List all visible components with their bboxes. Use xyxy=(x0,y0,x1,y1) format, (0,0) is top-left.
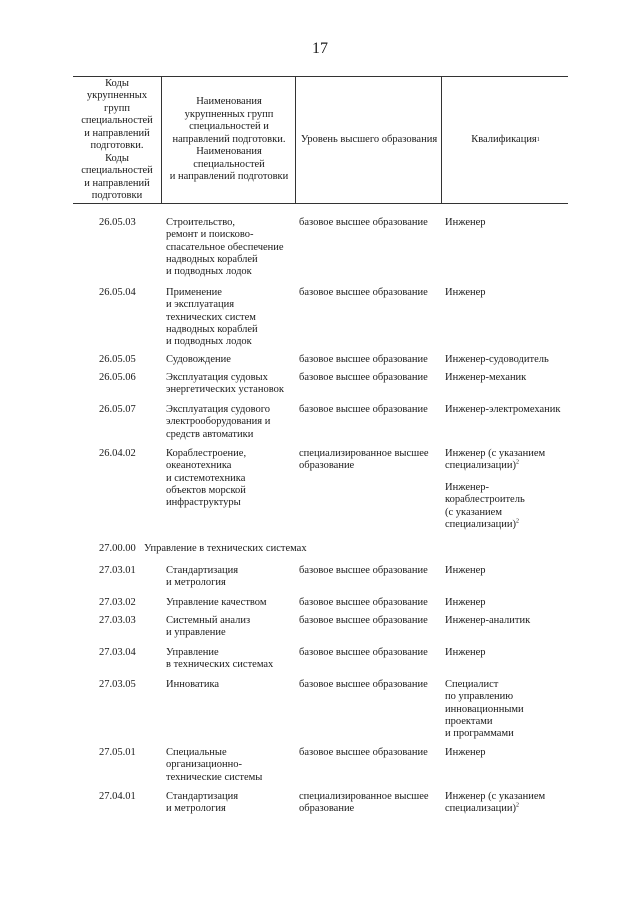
row-code: 27.04.01 xyxy=(99,791,136,802)
row-qualification: Инженер xyxy=(445,647,486,658)
table-row xyxy=(73,791,568,821)
page-number: 17 xyxy=(312,40,328,57)
header-qualification-label: Квалификация xyxy=(471,133,537,145)
row-code: 27.05.01 xyxy=(99,747,136,758)
table-row xyxy=(73,747,568,791)
row-qualification-alt-text: Инженер- кораблестроитель (с указанием специализации) xyxy=(445,482,525,530)
row-level: базовое высшее образование xyxy=(299,747,428,758)
qualification-table xyxy=(73,76,568,821)
row-name: Эксплуатация судового электрооборудования и средств автоматики xyxy=(166,404,271,440)
row-qualification: Инженер xyxy=(445,747,486,758)
row-name: Применение и эксплуатация технических систем надводных кораблей и подводных лодок xyxy=(166,287,258,348)
table-row xyxy=(73,597,568,615)
group-name: Управление в технических системах xyxy=(144,543,307,554)
table-row xyxy=(73,287,568,354)
row-code: 27.03.05 xyxy=(99,679,136,690)
row-qualification-alt xyxy=(445,482,568,531)
row-code: 27.03.01 xyxy=(99,565,136,576)
row-level: базовое высшее образование xyxy=(299,615,428,626)
row-qualification: Инженер xyxy=(445,287,486,298)
row-name: Эксплуатация судовых энергетических установок xyxy=(166,372,284,396)
row-name: Системный анализ и управление xyxy=(166,615,251,639)
row-name: Стандартизация и метрология xyxy=(166,791,239,815)
row-name: Судовождение xyxy=(166,354,231,365)
row-level: базовое высшее образование xyxy=(299,679,428,690)
row-level: специализированное высшее образование xyxy=(299,448,429,472)
row-code: 26.05.03 xyxy=(99,217,136,228)
table-header xyxy=(73,76,568,204)
row-level: специализированное высшее образование xyxy=(299,791,429,815)
row-name: Специальные организационно- технические системы xyxy=(166,747,263,783)
table-row xyxy=(73,354,568,372)
row-code: 27.03.04 xyxy=(99,647,136,658)
row-qualification: Инженер-механик xyxy=(445,372,527,383)
row-name: Инноватика xyxy=(166,679,220,690)
row-qualification: Инженер-электромеханик xyxy=(445,404,561,415)
table-row xyxy=(73,448,568,543)
row-qualification xyxy=(445,448,568,473)
group-code: 27.00.00 xyxy=(99,543,136,554)
table-row xyxy=(73,217,568,287)
row-qualification-text: Инженер (с указанием специализации) xyxy=(445,448,546,472)
table-row xyxy=(73,679,568,747)
row-code: 26.04.02 xyxy=(99,448,136,459)
table-row xyxy=(73,565,568,597)
group-row xyxy=(73,543,568,565)
row-qualification: Инженер xyxy=(445,565,486,576)
row-name: Кораблестроение, океанотехника и системотехника объектов морской инфраструктуры xyxy=(166,448,247,509)
row-name: Строительство, ремонт и поисково- спасательное обеспечение надводных кораблей и подводных лодок xyxy=(166,217,284,278)
table-row xyxy=(73,615,568,647)
row-code: 27.03.03 xyxy=(99,615,136,626)
row-name: Управление в технических системах xyxy=(166,647,274,671)
footnote-mark: 2 xyxy=(515,459,519,466)
row-level: базовое высшее образование xyxy=(299,287,428,298)
header-names: Наименования укрупненных групп специальностей и направлений подготовки. Наименования специальностей и направлений подготовки xyxy=(161,77,296,203)
row-level: базовое высшее образование xyxy=(299,565,428,576)
row-name: Управление качеством xyxy=(166,597,267,608)
row-level: базовое высшее образование xyxy=(299,404,428,415)
footnote-mark: 2 xyxy=(515,518,519,525)
row-qualification: Инженер-аналитик xyxy=(445,615,531,626)
row-level: базовое высшее образование xyxy=(299,372,428,383)
row-name: Стандартизация и метрология xyxy=(166,565,239,589)
row-qualification-text: Инженер (с указанием специализации) xyxy=(445,791,546,815)
row-code: 26.05.07 xyxy=(99,404,136,415)
row-qualification xyxy=(445,791,568,816)
row-qualification: Инженер xyxy=(445,597,486,608)
row-qualification: Инженер-судоводитель xyxy=(445,354,549,365)
row-level: базовое высшее образование xyxy=(299,354,428,365)
header-education-level: Уровень высшего образования xyxy=(295,77,442,203)
row-qualification: Инженер xyxy=(445,217,486,228)
row-code: 27.03.02 xyxy=(99,597,136,608)
header-qualification: Квалификация 1 xyxy=(441,77,569,203)
row-qualification: Специалист по управлению инновационными проектами и программами xyxy=(445,679,524,740)
header-codes: Коды укрупненных групп специальностей и направлений подготовки. Коды специальностей и направлений подготовки xyxy=(81,77,153,201)
row-level: базовое высшее образование xyxy=(299,217,428,228)
row-code: 26.05.06 xyxy=(99,372,136,383)
table-row xyxy=(73,647,568,679)
table-body xyxy=(73,217,568,821)
row-level: базовое высшее образование xyxy=(299,597,428,608)
table-row xyxy=(73,404,568,448)
row-code: 26.05.05 xyxy=(99,354,136,365)
table-row xyxy=(73,372,568,404)
footnote-mark: 2 xyxy=(515,802,519,809)
row-code: 26.05.04 xyxy=(99,287,136,298)
row-level: базовое высшее образование xyxy=(299,647,428,658)
